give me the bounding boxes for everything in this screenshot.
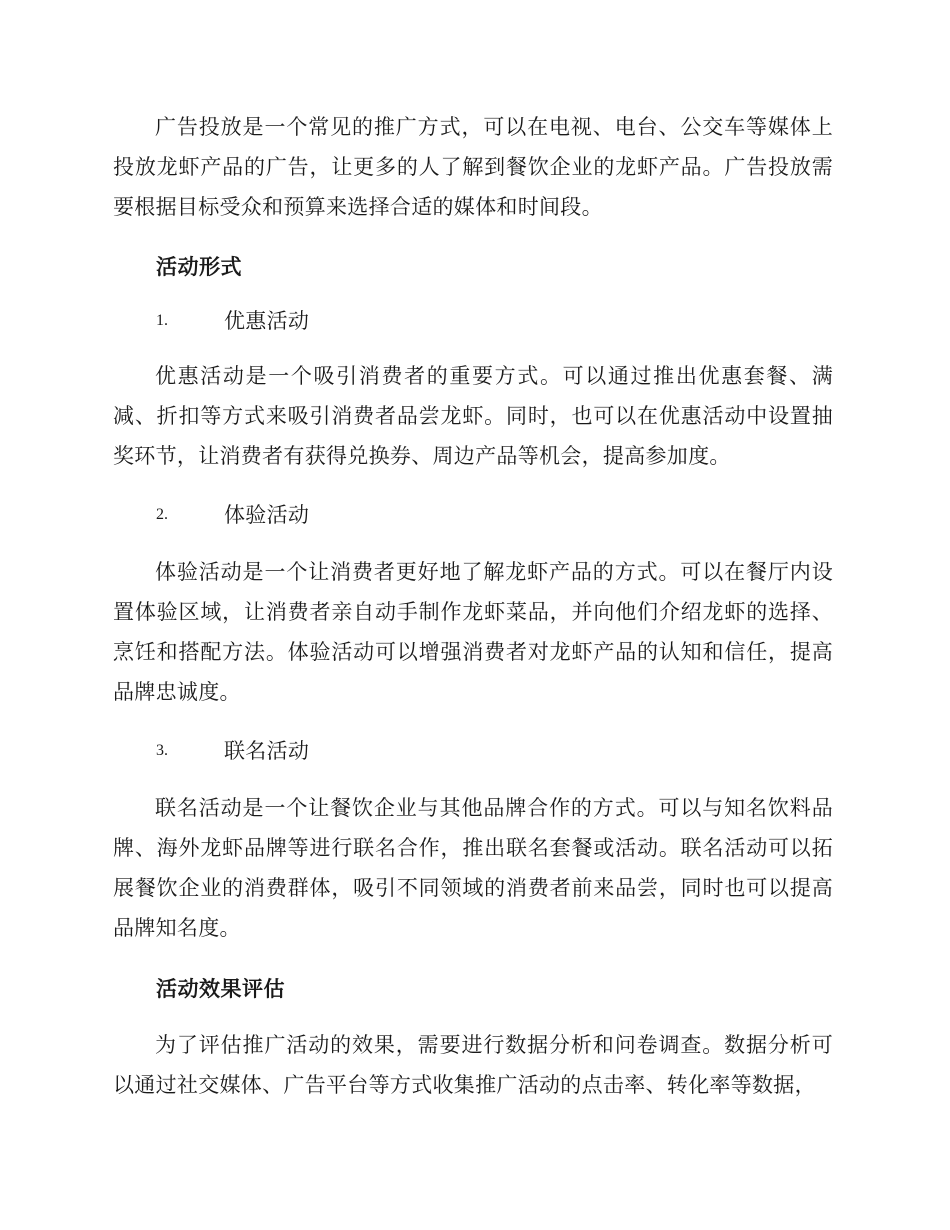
paragraph-text: 体验活动是一个让消费者更好地了解龙虾产品的方式。可以在餐厅内设置体验区域，让消费者亲自动手制作龙虾菜品，并向他们介绍龙虾的选择、烹饪和搭配方法。体验活动可以增强消费者对龙虾产品的认知和信任，提高品牌忠诚度。 bbox=[113, 560, 833, 704]
paragraph-cobrand-activity bbox=[113, 788, 833, 948]
list-item-title: 体验活动 bbox=[224, 503, 310, 527]
paragraph-effect-evaluation bbox=[113, 1025, 833, 1105]
paragraph-ad-placement bbox=[113, 107, 833, 227]
list-number: 2. bbox=[156, 506, 168, 523]
list-number: 1. bbox=[156, 312, 168, 329]
paragraph-text: 优惠活动是一个吸引消费者的重要方式。可以通过推出优惠套餐、满减、折扣等方式来吸引消费者品尝龙虾。同时，也可以在优惠活动中设置抽奖环节，让消费者有获得兑换券、周边产品等机会，提高参加度。 bbox=[113, 364, 833, 468]
list-number: 3. bbox=[156, 742, 168, 759]
heading-activity-forms: 活动形式 bbox=[156, 254, 242, 279]
list-item-title: 优惠活动 bbox=[224, 309, 310, 333]
paragraph-text: 为了评估推广活动的效果，需要进行数据分析和问卷调查。数据分析可以通过社交媒体、广告平台等方式收集推广活动的点击率、转化率等数据， bbox=[113, 1033, 833, 1097]
paragraph-experience-activity bbox=[113, 552, 833, 712]
paragraph-text: 联名活动是一个让餐饮企业与其他品牌合作的方式。可以与知名饮料品牌、海外龙虾品牌等进行联名合作，推出联名套餐或活动。联名活动可以拓展餐饮企业的消费群体，吸引不同领域的消费者前来品尝，同时也可以提高品牌知名度。 bbox=[113, 796, 833, 940]
heading-effect-evaluation: 活动效果评估 bbox=[156, 976, 285, 1001]
paragraph-text: 广告投放是一个常见的推广方式，可以在电视、电台、公交车等媒体上投放龙虾产品的广告，让更多的人了解到餐饮企业的龙虾产品。广告投放需要根据目标受众和预算来选择合适的媒体和时间段。 bbox=[113, 115, 833, 219]
paragraph-discount-activity bbox=[113, 356, 833, 476]
list-item-title: 联名活动 bbox=[224, 739, 310, 763]
